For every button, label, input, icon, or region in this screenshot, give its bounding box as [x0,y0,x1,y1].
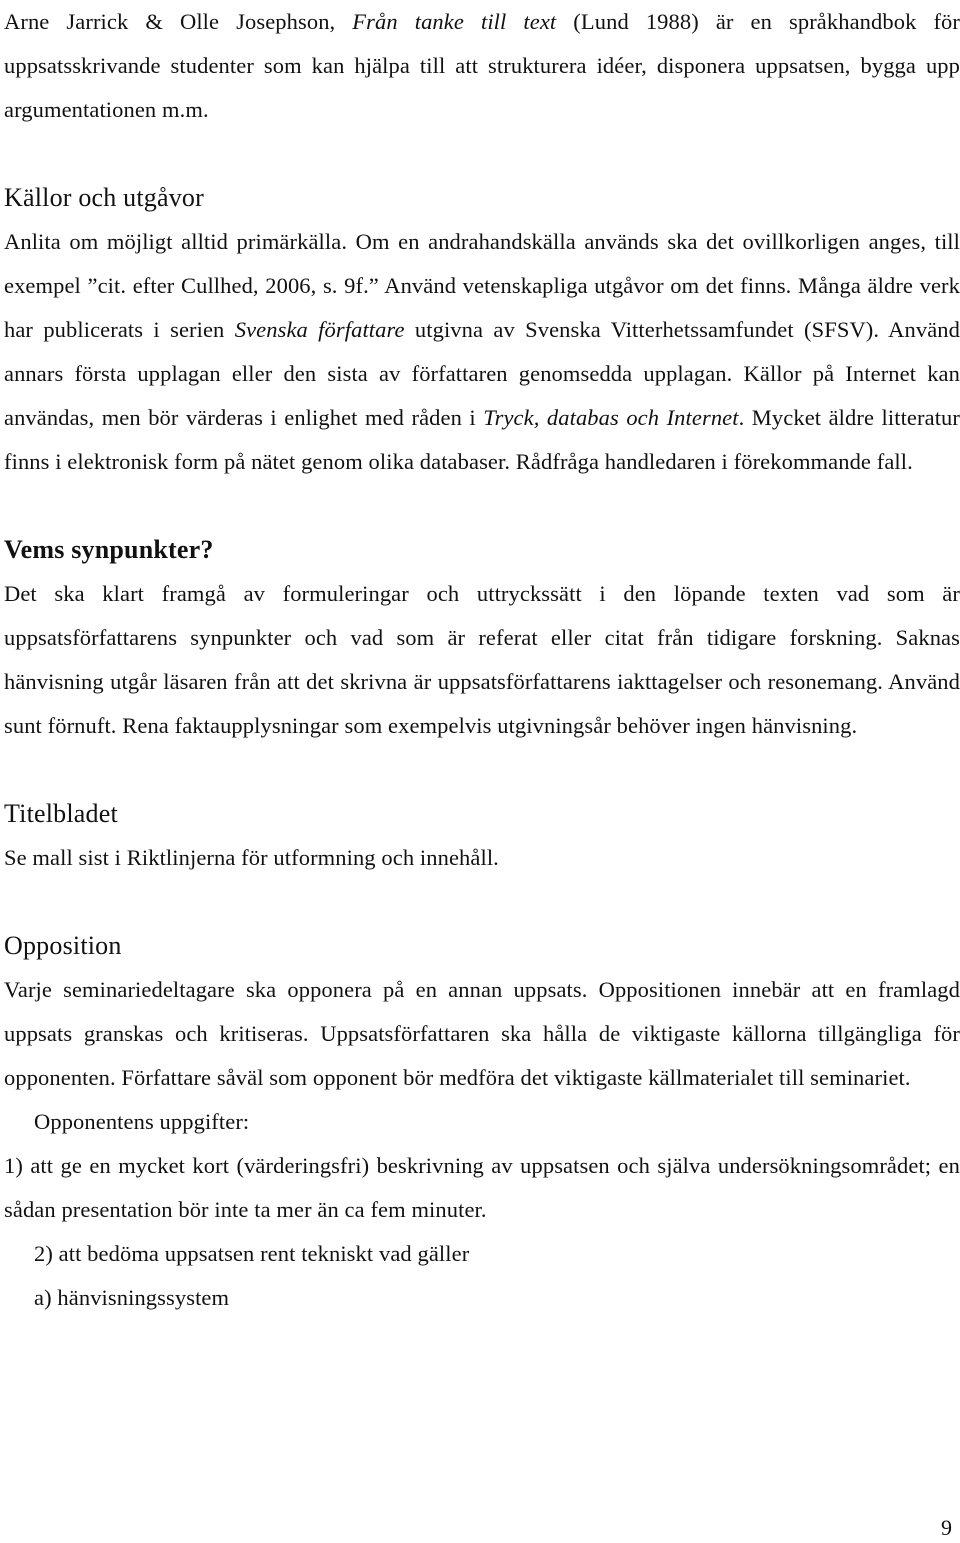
opposition-item-2a: a) hänvisningssystem [34,1285,230,1310]
kallor-italic-1: Svenska författare [234,317,405,342]
opposition-item-2: 2) att bedöma uppsatsen rent tekniskt vad gäller [34,1241,470,1266]
kallor-paragraph [4,220,960,484]
heading-synpunkter: Vems synpunkter? [4,535,214,564]
intro-rest: (Lund 1988) är en språkhandbok för uppsatsskrivande studenter som kan hjälpa till att strukturera idéer, disponera uppsatsen, bygga upp argumentationen m.m. [4,9,960,122]
opposition-tasks-label: Opponentens uppgifter: [34,1109,250,1134]
synpunkter-paragraph: Det ska klart framgå av formuleringar och uttryckssätt i den löpande texten vad som är uppsatsförfattarens synpunkter och vad som är referat eller citat från tidigare forskning. Saknas hänvisning utgår läsaren från att det skrivna är uppsatsförfattarens iakttagelser och resonemang. Använd sunt förnuft. Rena faktaupplysningar som exempelvis utgivningsår behöver ingen hänvisning. [4,581,960,738]
titelbladet-paragraph: Se mall sist i Riktlinjerna för utformning och innehåll. [4,845,499,870]
kallor-text-3: . Mycket äldre litteratur finns i elektronisk form på nätet genom olika databaser. Rådfråga handledaren i förekommande fall. [4,405,960,474]
intro-paragraph [4,0,960,132]
heading-titelbladet: Titelbladet [4,799,118,828]
page-number: 9 [941,1515,952,1540]
opposition-paragraph: Varje seminariedeltagare ska opponera på en annan uppsats. Oppositionen innebär att en framlagd uppsats granskas och kritiseras. Uppsatsförfattaren ska hålla de viktigaste källorna tillgängliga för opponenten. Författare såväl som opponent bör medföra det viktigaste källmaterialet till seminariet. [4,977,960,1090]
intro-author: Arne Jarrick & Olle Josephson, [4,9,353,34]
kallor-italic-2: Tryck, databas och Internet [483,405,739,430]
opposition-item-1: 1) att ge en mycket kort (värderingsfri) beskrivning av uppsatsen och själva undersökningsområdet; en sådan presentation bör inte ta mer än ca fem minuter. [4,1153,960,1222]
heading-kallor: Källor och utgåvor [4,183,204,212]
intro-book-title: Från tanke till text [352,9,557,34]
kallor-text-1: Anlita om möjligt alltid primärkälla. Om en andrahandskälla används ska det ovillkorligen anges, till exempel ”cit. efter Cullhed, 2006, s. 9f.” Använd vetenskapliga utgåvor om det finns. Många äldre verk har publicerats i serien [4,229,960,342]
document-page [4,0,960,1320]
kallor-text-2: utgivna av Svenska Vitterhetssamfundet (SFSV). Använd annars första upplagan eller den sista av författaren genomsedda upplagan. Källor på Internet kan användas, men bör värderas i enlighet med råden i [4,317,960,430]
heading-opposition: Opposition [4,931,122,960]
